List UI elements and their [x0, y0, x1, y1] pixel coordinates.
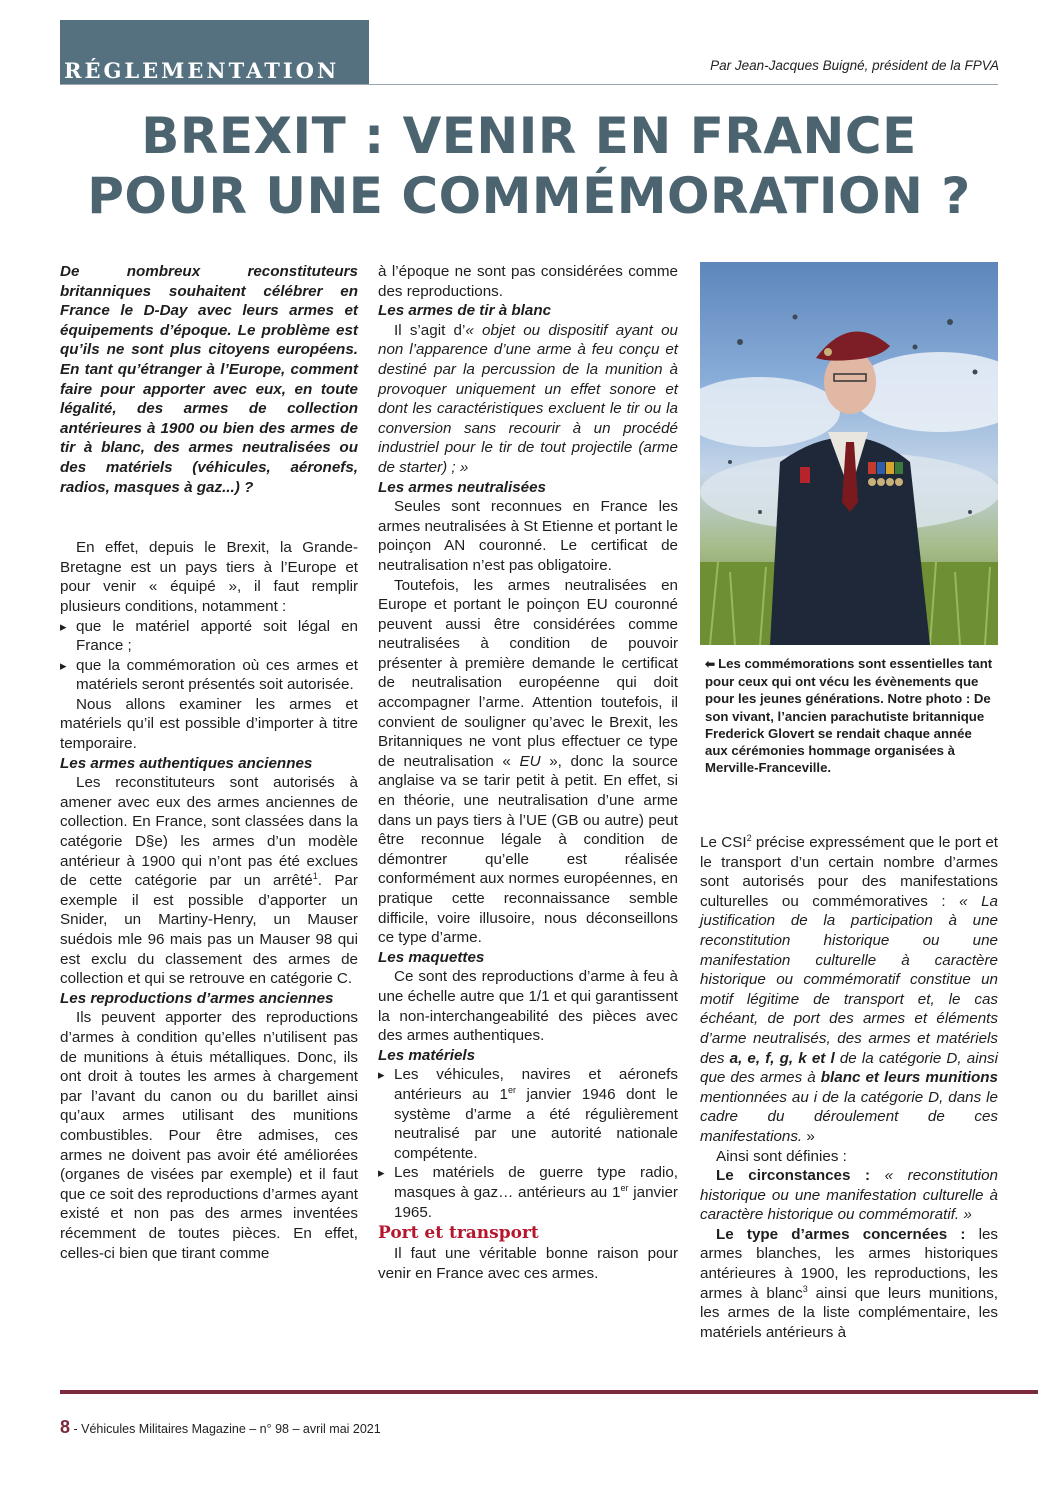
subheading: Les matériels [378, 1046, 476, 1064]
paragraph: Ce sont des reproductions d’arme à feu à une échelle autre que 1/1 et qui garantissent la non-interchangeabilité des pièces avec des armes authentiques. [378, 968, 678, 1045]
footer-rule [60, 1390, 1038, 1394]
paragraph: Il faut une véritable bonne raison pour venir en France avec ces armes. [378, 1245, 678, 1282]
column-1 [60, 262, 358, 1263]
paragraph: En effet, depuis le Brexit, la Grande-Bretagne est un pays tiers à l’Europe et pour venir « équipé », il faut remplir plusieurs conditions, notamment : [60, 539, 358, 615]
subheading: Les maquettes [378, 948, 485, 966]
subheading: Les armes authentiques anciennes [60, 754, 313, 772]
column-3 [700, 833, 998, 1342]
paragraph: Nous allons examiner les armes et matériels qu’il est possible d’importer à titre temporaire. [60, 695, 358, 753]
arrow-left-icon: ⬅ [705, 657, 716, 671]
list-item: ▸ que le matériel apporté soit légal en France ; [60, 617, 358, 656]
paragraph: à l’époque ne sont pas considérées comme des reproductions. [378, 263, 678, 300]
paragraph: Le type d’armes concernées : les armes blanches, les armes historiques antérieures à 1900, les reproductions, les armes à blanc$^3$ ainsi que leurs munitions, les armes de la liste complémentaire, les matériels antérieurs à [700, 1225, 999, 1341]
photo-illustration [700, 262, 998, 645]
photo-caption: ⬅ Les commémorations sont essentielles tant pour ceux qui ont vécu les évènements que pour les jeunes générations. Notre photo : De son vivant, l’ancien parachutiste britannique Frederick Glovert se rendait chaque année aux cérémonies hommage organisées à Merville-Franceville. [705, 656, 993, 776]
veteran-photo [700, 262, 998, 645]
paragraph: Le CSI$^2$ précise expressément que le port et le transport d’un certain nombre d’armes sont autorisés pour des manifestations culturelles ou commémoratives : « La justification de la participation à une reconstitution historique ou une manifestation culturelle à caractère historique ou commémoratif constitue un motif légitime de transport et, le cas échéant, de port des armes et éléments d’arme neutralisés, des armes et matériels des a, e, f, g, k et l de la catégorie D, ainsi que des armes à blanc et leurs munitions mentionnées au i de la catégorie D, dans le cadre du déroulement de ces manifestations. » [700, 832, 999, 1145]
list-item: ▸ Les véhicules, navires et aéronefs antérieurs au 1er janvier 1946 dont le système d’arme a été régulièrement neutralisé par une autorité nationale compétente. [378, 1065, 678, 1163]
list-item: ▸ Les matériels de guerre type radio, masques à gaz… antérieurs au 1er janvier 1965. [378, 1163, 678, 1222]
header-rule [60, 84, 998, 85]
paragraph: Il s’agit d’« objet ou dispositif ayant ou non l’apparence d’une arme à feu conçu et destiné par la percussion de la munition à provoquer uniquement un effet sonore et dont les caractéristiques excluent le tir ou la conversion sans recourir à un procédé industriel pour le tir de tout projectile (arme de starter) ; » [378, 321, 678, 476]
rubric-label: RÉGLEMENTATION [64, 56, 345, 83]
chapo: De nombreux reconstituteurs britanniques souhaitent célébrer en France le D-Day avec leurs armes et équipements d’époque. Le problème est qu’ils ne sont plus citoyens européens. En tant qu’étranger à l’Europe, comment faire pour apporter avec eux, en toute légalité, des armes de collection antérieures à 1900 ou bien des armes de tir à blanc, des armes neutralisées ou des matériels (véhicules, aéronefs, radios, masques à gaz...) ? [60, 263, 358, 496]
subheading: Les reproductions d’armes anciennes [60, 989, 334, 1007]
list-item: ▸ que la commémoration où ces armes et matériels seront présentés soit autorisée. [60, 656, 358, 695]
paragraph: Toutefois, les armes neutralisées en Europe et portant le poinçon EU couronné peuvent aussi être considérées comme neutralisées à condition de pouvoir présenter à première demande le certificat de neutralisation européenne qui doit accompagner l’arme. Attention toutefois, il convient de souligner qu’avec le Brexit, les Britanniques ne vont plus effectuer ce type de neutralisation « EU », donc la source anglaise va se tarir petit à petit. En effet, si en théorie, une neutralisation d’une arme dans un pays tiers à l’UE (GB ou autre) peut être reconnue légale à condition de démontrer qu’elle est réalisée conformément aux normes européennes, en pratique cette reconnaissance semble difficile, voire illusoire, nous déconseillons ce type d’arme. [378, 576, 678, 947]
paragraph: Les reconstituteurs sont autorisés à amener avec eux des armes anciennes de collection. En France, sont classées dans la catégorie D§e) les armes d’un modèle antérieur à 1900 qui n’ont pas été exclues de cette catégorie par un arrêté$^1$. Par exemple il est possible d’apporter un Snider, un Martiny-Henry, un Mauser suédois mle 96 mais pas un Mauser 98 qui est exclu du classement des armes de collection et qui se retrouve en catégorie C. [60, 774, 358, 988]
bullet-list [60, 617, 358, 695]
byline: Par Jean-Jacques Buigné, président de la FPVA [710, 58, 999, 73]
paragraph: Ils peuvent apporter des reproductions d’armes à condition qu’elles n’utilisent pas de munitions à étuis métalliques. Donc, ils ont droit à toutes les armes à chargement par l’avant du canon ou du barillet ainsi qu’aux armes utilisant des munitions combustibles. Pour être admises, ces armes ne doivent pas avoir été améliorées (organes de visées par exemple) et il faut que ce soit des reproductions d’armes ayant existé et non pas des armes inventées récemment de toutes pièces. En effet, celles-ci bien que tirant comme [60, 1009, 359, 1262]
section-heading: Port et transport [378, 1223, 539, 1244]
page-title [40, 106, 1018, 226]
subheading: Les armes de tir à blanc [378, 302, 552, 320]
footnote-ref: 1 [312, 871, 318, 882]
paragraph: Le circonstances : « reconstitution historique ou une manifestation culturelle à caractère historique ou commémoratif. » [700, 1167, 998, 1224]
page-footer: 8 - Véhicules Militaires Magazine – n° 98 – avril mai 2021 [60, 1417, 381, 1437]
bullet-list [378, 1065, 678, 1222]
paragraph: Ainsi sont définies : [716, 1147, 847, 1165]
title-line-2: POUR UNE COMMÉMORATION ? [87, 167, 971, 225]
title-line-1: BREXIT : VENIR EN FRANCE [141, 107, 917, 165]
column-2 [378, 262, 678, 1283]
page-number: 8 [60, 1417, 71, 1437]
subheading: Les armes neutralisées [378, 478, 547, 496]
footnote-ref: 2 [746, 832, 752, 843]
paragraph: Seules sont reconnues en France les armes neutralisées à St Etienne et portant le poinçon AN couronné. Le certificat de neutralisation n’est pas obligatoire. [378, 498, 678, 574]
